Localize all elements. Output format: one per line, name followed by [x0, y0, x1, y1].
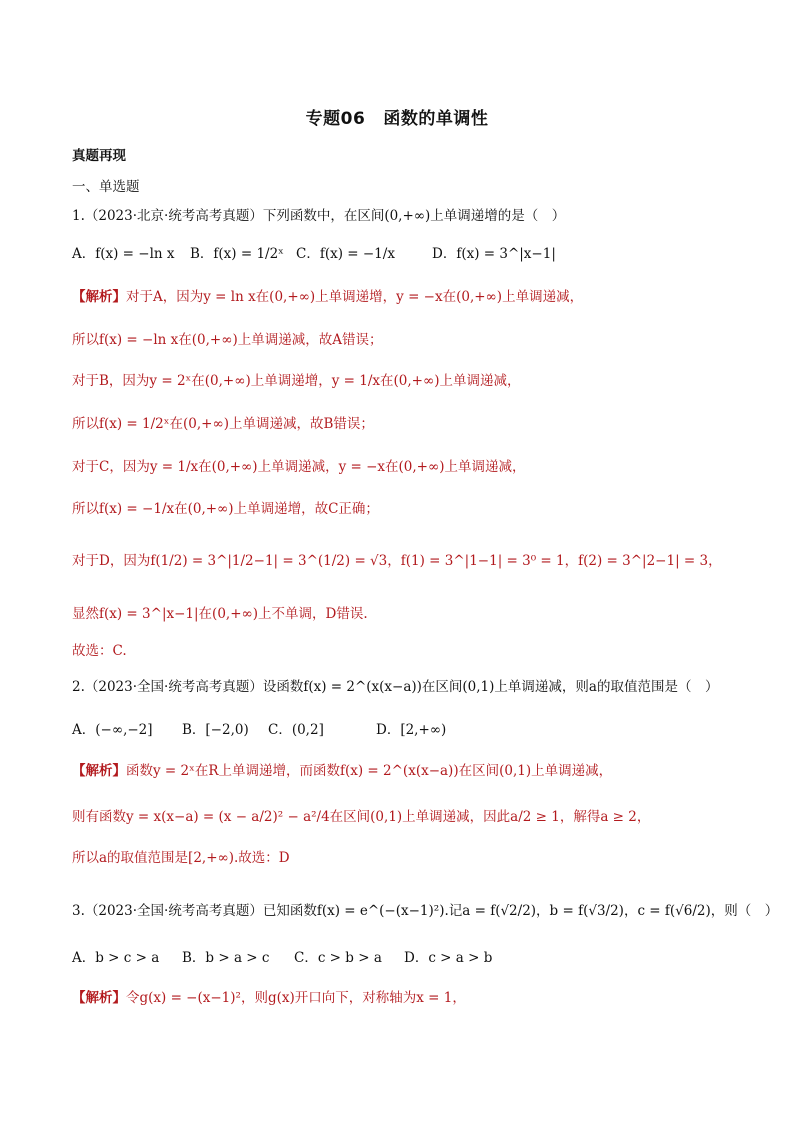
- q1-option-d: D．f(x) = 3^|x−1|: [432, 246, 556, 262]
- q2-options: [72, 720, 734, 740]
- page-title: [0, 104, 794, 129]
- analysis-tag: 【解析】: [72, 289, 126, 305]
- q2-analysis-3: 所以a的取值范围是[2,+∞).故选：D: [72, 850, 290, 866]
- q2-option-d: D．[2,+∞): [376, 722, 447, 738]
- title-code: 专题06: [305, 109, 366, 129]
- q3-option-c: C．c > b > a: [294, 950, 382, 966]
- q1-analysis-6: 所以f(x) = −1/x在(0,+∞)上单调递增，故C正确；: [72, 501, 379, 517]
- q2-analysis-1: 【解析】函数y = 2ˣ在R上单调递增，而函数f(x) = 2^(x(x−a))在区间(0,1)上单调递减，: [72, 763, 613, 779]
- q3-option-a: A．b > c > a: [72, 950, 160, 966]
- q3-option-b: B．b > a > c: [182, 950, 270, 966]
- q2-option-a: A．(−∞,−2]: [72, 722, 153, 738]
- q2-analysis-2: 则有函数y = x(x−a) = (x − a/2)² − a²/4在区间(0,1)上单调递减，因此a/2 ≥ 1，解得a ≥ 2，: [72, 809, 651, 825]
- q3-option-d: D．c > a > b: [404, 950, 493, 966]
- q3-options: [72, 948, 734, 968]
- q2-option-c: C．(0,2]: [268, 722, 324, 738]
- q1-options: [72, 244, 734, 264]
- q1-analysis-3: 对于B，因为y = 2ˣ在(0,+∞)上单调递增，y = 1/x在(0,+∞)上单调递减，: [72, 373, 521, 389]
- q1-analysis-1: 【解析】对于A，因为y = ln x在(0,+∞)上单调递增，y = −x在(0,+∞)上单调递减，: [72, 289, 584, 305]
- analysis-tag: 【解析】: [72, 763, 126, 779]
- q1-analysis-9: 故选：C.: [72, 643, 127, 659]
- q3-stem: 3.（2023·全国·统考高考真题）已知函数f(x) = e^(−(x−1)²).记a = f(√2/2)，b = f(√3/2)，c = f(√6/2)，则（ ）: [72, 903, 779, 919]
- q1-analysis-7: 对于D，因为f(1/2) = 3^|1/2−1| = 3^(1/2) = √3，f(1) = 3^|1−1| = 3⁰ = 1，f(2) = 3^|2−1| = 3，: [72, 553, 722, 569]
- q1-stem: 1.（2023·北京·统考高考真题）下列函数中，在区间(0,+∞)上单调递增的是（ ）: [72, 208, 566, 224]
- analysis-tag: 【解析】: [72, 990, 126, 1006]
- q1-analysis-4: 所以f(x) = 1/2ˣ在(0,+∞)上单调递减，故B错误；: [72, 416, 374, 432]
- q3-analysis-1: 【解析】令g(x) = −(x−1)²，则g(x)开口向下，对称轴为x = 1，: [72, 990, 466, 1006]
- q1-option-c: C．f(x) = −1/x: [296, 246, 395, 262]
- section-heading: 真题再现: [72, 148, 126, 164]
- subsection-heading: 一、单选题: [72, 179, 140, 195]
- q1-analysis-2: 所以f(x) = −ln x在(0,+∞)上单调递减，故A错误；: [72, 332, 383, 348]
- q1-option-a: A．f(x) = −ln x: [72, 246, 175, 262]
- q1-analysis-5: 对于C，因为y = 1/x在(0,+∞)上单调递减，y = −x在(0,+∞)上单调递减，: [72, 459, 526, 475]
- title-name: 函数的单调性: [383, 109, 489, 129]
- q1-analysis-8: 显然f(x) = 3^|x−1|在(0,+∞)上不单调，D错误.: [72, 606, 368, 622]
- q2-stem: 2.（2023·全国·统考高考真题）设函数f(x) = 2^(x(x−a))在区间(0,1)上单调递减，则a的取值范围是（ ）: [72, 679, 719, 695]
- q1-option-b: B．f(x) = 1/2ˣ: [190, 246, 284, 262]
- q2-option-b: B．[−2,0): [182, 722, 249, 738]
